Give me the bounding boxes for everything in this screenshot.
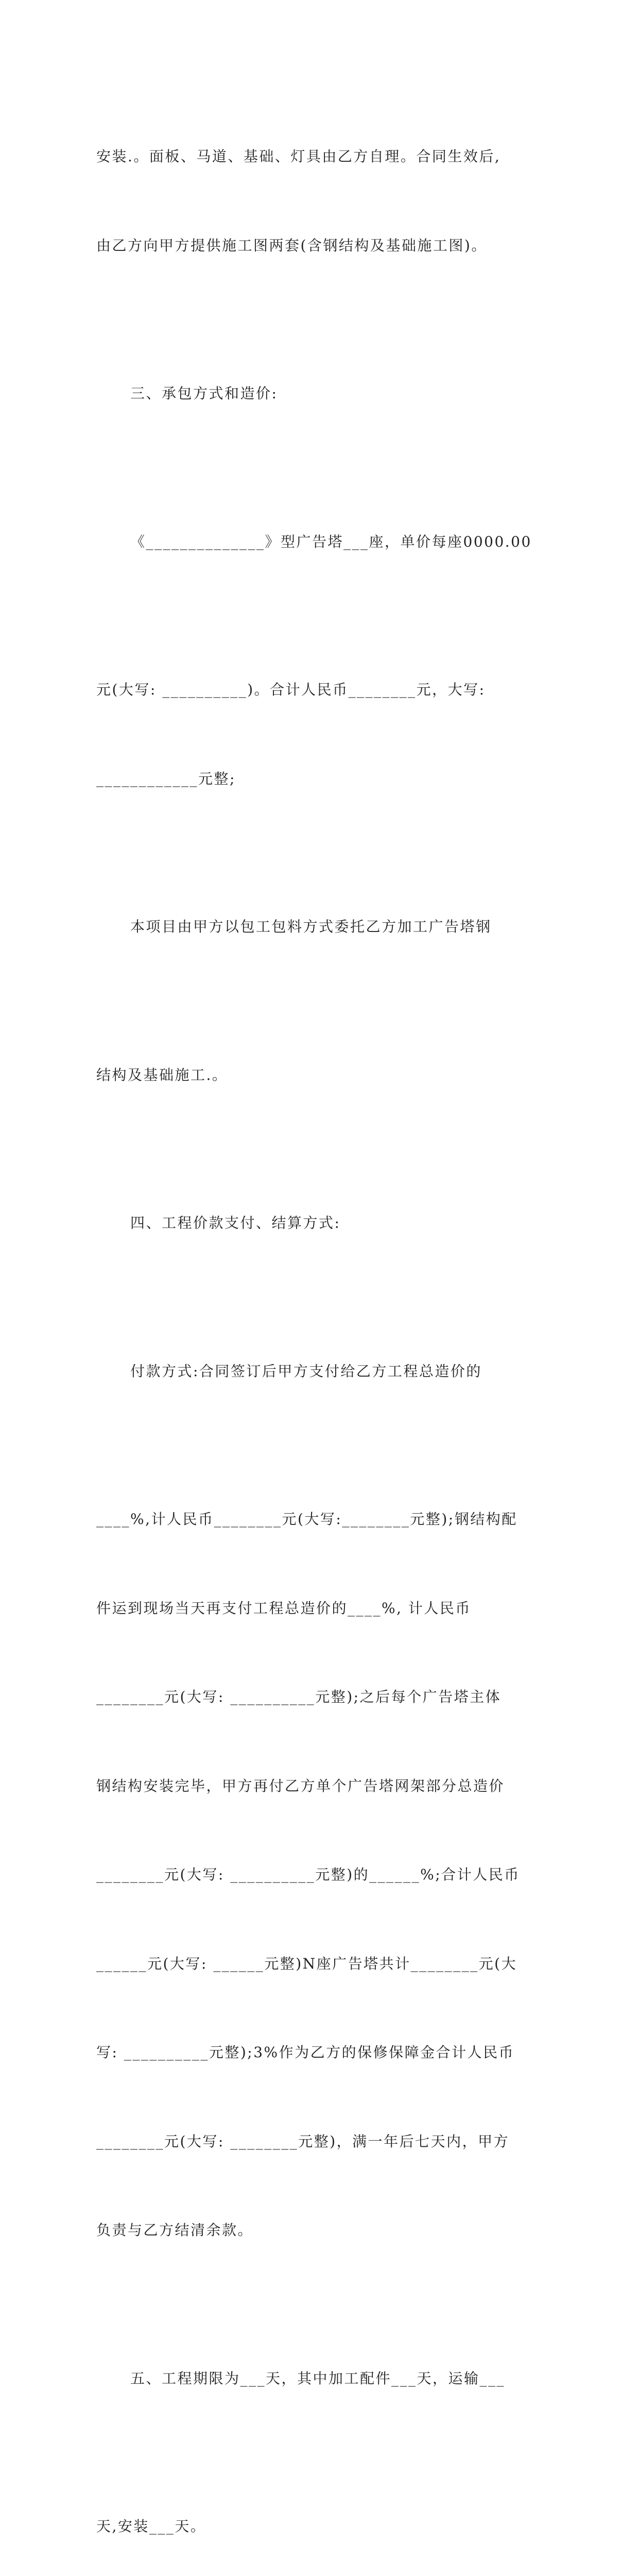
text-line: ________元(大写: __________元整)的______%;合计人民币 [96,1866,520,1883]
text-line: 结构及基础施工.。 [96,1066,228,1083]
text-line: 安装.。面板、马道、基础、灯具由乙方自理。合同生效后, [96,148,501,165]
section-heading-duration [96,2304,544,2453]
document-body [96,82,544,2576]
text-line: 天,安装___天。 [96,2518,206,2535]
text-line: 写: __________元整);3%作为乙方的保修保障金合计人民币 [96,2044,515,2061]
paragraph-total-price [96,616,544,853]
paragraph-installation [96,82,544,319]
text-line: 元(大写: __________)。合计人民币________元，大写: [96,681,486,698]
text-line: 四、工程价款支付、结算方式: [130,1214,341,1231]
text-line: ______元(大写: ______元整)N座广告塔共计________元(大 [96,1955,517,1972]
text-line: 《______________》型广告塔___座，单价每座0000.00 [130,533,532,550]
text-line: ____%,计人民币________元(大写:________元整);钢结构配 [96,1511,517,1528]
text-line: 负责与乙方结清余款。 [96,2222,254,2239]
text-line: 钢结构安装完毕，甲方再付乙方单个广告塔网架部分总造价 [96,1777,505,1794]
paragraph-payment-method [96,1297,544,1446]
section-heading-contract-method [96,319,544,468]
text-line: 三、承包方式和造价: [130,385,278,402]
paragraph-tower-model [96,468,544,616]
text-line: 付款方式:合同签订后甲方支付给乙方工程总造价的 [130,1362,482,1380]
paragraph-payment-details [96,1445,544,2304]
text-line: 五、工程期限为___天，其中加工配件___天，运输___ [130,2369,506,2387]
text-line: 件运到现场当天再支付工程总造价的____%, 计人民币 [96,1599,471,1617]
text-line: 由乙方向甲方提供施工图两套(含钢结构及基础施工图)。 [96,236,487,254]
text-line: 本项目由甲方以包工包料方式委托乙方加工广告塔钢 [130,918,492,935]
paragraph-project-scope [96,853,544,1001]
paragraph-project-scope-cont [96,1001,544,1149]
text-line: ________元(大写: ________元整)，满一年后七天内，甲方 [96,2132,510,2150]
text-line: ____________元整; [96,770,236,787]
text-line: ________元(大写: __________元整);之后每个广告塔主体 [96,1688,502,1705]
section-heading-payment [96,1149,544,1297]
paragraph-duration-cont [96,2452,544,2576]
